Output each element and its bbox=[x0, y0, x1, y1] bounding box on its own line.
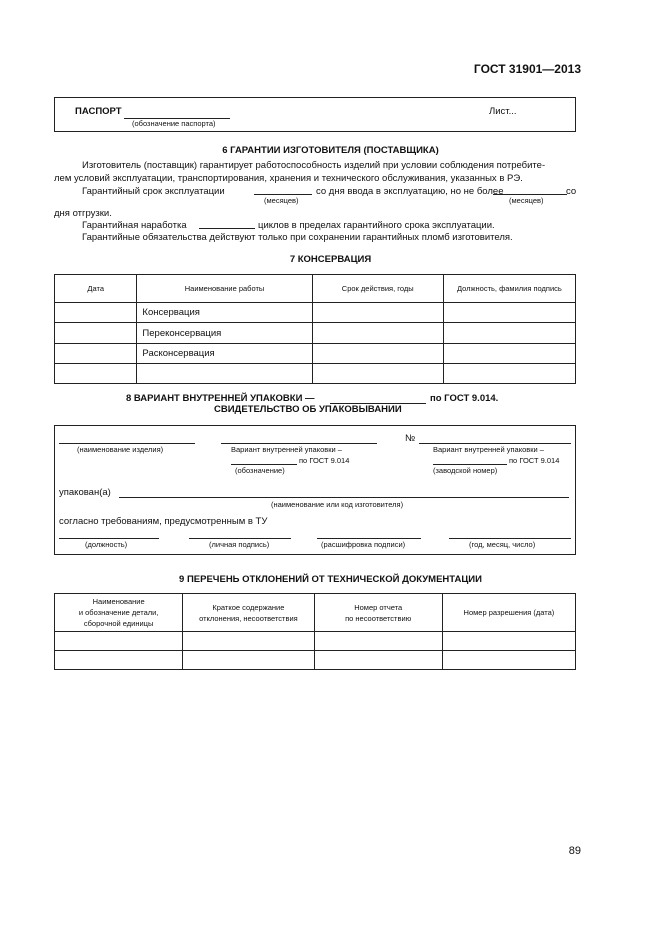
variant-blank-2 bbox=[433, 464, 507, 465]
table-cell bbox=[312, 323, 443, 344]
s6-para3-a: Гарантийная наработка bbox=[82, 220, 187, 231]
s6-para2-c: со bbox=[566, 186, 577, 197]
conservation-table bbox=[54, 274, 576, 384]
table-cell bbox=[312, 364, 443, 384]
col-position: Должность, фамилия подпись bbox=[443, 275, 575, 303]
section-8-title-a: 8 ВАРИАНТ ВНУТРЕННЕЙ УПАКОВКИ — bbox=[126, 393, 315, 404]
passport-label: ПАСПОРТ bbox=[75, 106, 122, 117]
header-line: Краткое содержание bbox=[212, 602, 285, 612]
passport-caption: (обозначение паспорта) bbox=[132, 119, 216, 128]
gost-text-2: по ГОСТ 9.014 bbox=[509, 456, 560, 465]
s6-para4: Гарантийные обязательства действуют только при сохранении гарантийных пломб изготовителя. bbox=[82, 232, 513, 243]
header-line: по несоответствию bbox=[345, 613, 412, 623]
table-cell bbox=[312, 344, 443, 364]
table-cell bbox=[443, 344, 575, 364]
col-deviation bbox=[183, 594, 314, 632]
table-cell bbox=[314, 632, 442, 651]
table-cell bbox=[442, 632, 575, 651]
max-months-field bbox=[493, 194, 567, 195]
deviations-table bbox=[54, 593, 576, 670]
col-term: Срок действия, годы bbox=[312, 275, 443, 303]
variant-text-2: Вариант внутренней упаковки – bbox=[433, 445, 544, 454]
table-cell bbox=[443, 303, 575, 323]
table-cell bbox=[55, 632, 183, 651]
s6-para2-b: со дня ввода в эксплуатацию, но не более bbox=[316, 186, 504, 197]
col-part-name bbox=[55, 594, 183, 632]
decode-caption: (расшифровка подписи) bbox=[321, 540, 406, 549]
table-cell bbox=[314, 651, 442, 670]
table-cell bbox=[55, 364, 137, 384]
s6-para1-a: Изготовитель (поставщик) гарантирует работоспособность изделий при условии соблюдения потребите- bbox=[82, 160, 546, 171]
header-line: отклонения, несоответствия bbox=[199, 613, 298, 623]
s6-para3-b: циклов в пределах гарантийного срока эксплуатации. bbox=[258, 220, 495, 231]
col-report-number bbox=[314, 594, 442, 632]
table-cell bbox=[183, 632, 314, 651]
section-6-title: 6 ГАРАНТИИ ИЗГОТОВИТЕЛЯ (ПОСТАВЩИКА) bbox=[222, 145, 439, 156]
signature-line bbox=[189, 538, 291, 539]
table-cell bbox=[183, 651, 314, 670]
months-caption-2: (месяцев) bbox=[509, 196, 544, 205]
section-7-title: 7 КОНСЕРВАЦИЯ bbox=[289, 254, 372, 265]
col-date: Дата bbox=[55, 275, 137, 303]
item-name-caption: (наименование изделия) bbox=[77, 445, 164, 454]
item-name-line bbox=[59, 443, 195, 444]
table-row bbox=[137, 364, 312, 384]
table-row: Консервация bbox=[137, 303, 312, 323]
col-permit-number bbox=[442, 594, 575, 632]
header-line: Наименование bbox=[92, 597, 145, 606]
s6-para1-b: лем условий эксплуатации, транспортирования, хранения и технического обслуживания, указанных в РЭ. bbox=[54, 173, 523, 184]
designation-line bbox=[221, 443, 377, 444]
packed-label: упакован(а) bbox=[59, 487, 111, 498]
header-line: и обозначение детали, bbox=[78, 608, 159, 617]
variant-text-1: Вариант внутренней упаковки – bbox=[231, 445, 342, 454]
table-row: Расконсервация bbox=[137, 344, 312, 364]
position-caption: (должность) bbox=[85, 540, 128, 549]
table-cell bbox=[312, 303, 443, 323]
table-cell bbox=[55, 323, 137, 344]
position-line bbox=[59, 538, 159, 539]
maker-line bbox=[119, 497, 569, 498]
months-caption-1: (месяцев) bbox=[264, 196, 299, 205]
s6-para2-d: дня отгрузки. bbox=[54, 208, 112, 219]
table-cell bbox=[55, 651, 183, 670]
variant-blank-1 bbox=[231, 464, 297, 465]
passport-box bbox=[54, 97, 576, 132]
col-work: Наименование работы bbox=[137, 275, 312, 303]
header-line: сборочной единицы bbox=[83, 619, 154, 628]
gost-text-1: по ГОСТ 9.014 bbox=[299, 456, 350, 465]
table-cell bbox=[55, 303, 137, 323]
decode-line bbox=[317, 538, 421, 539]
header-line: Номер разрешения (дата) bbox=[463, 608, 555, 617]
cycles-field bbox=[199, 228, 255, 229]
table-cell bbox=[443, 364, 575, 384]
serial-caption: (заводской номер) bbox=[433, 466, 498, 475]
table-cell bbox=[443, 323, 575, 344]
s6-para2-a: Гарантийный срок эксплуатации bbox=[82, 186, 225, 197]
page-number: 89 bbox=[568, 845, 581, 857]
section-8-title-b: по ГОСТ 9.014. bbox=[430, 393, 499, 404]
serial-line bbox=[419, 443, 571, 444]
sheet-label: Лист... bbox=[489, 106, 517, 117]
header-line: Номер отчета bbox=[354, 602, 403, 612]
packing-certificate-box bbox=[54, 425, 576, 555]
document-code: ГОСТ 31901—2013 bbox=[473, 62, 581, 76]
according-label: согласно требованиям, предусмотренным в ТУ bbox=[59, 516, 268, 527]
date-line bbox=[449, 538, 571, 539]
table-row: Переконсервация bbox=[137, 323, 312, 344]
table-cell bbox=[55, 344, 137, 364]
maker-caption: (наименование или код изготовителя) bbox=[271, 500, 404, 509]
section-8-title-c: СВИДЕТЕЛЬСТВО ОБ УПАКОВЫВАНИИ bbox=[214, 404, 402, 415]
date-caption: (год, месяц, число) bbox=[469, 540, 536, 549]
designation-caption: (обозначение) bbox=[235, 466, 285, 475]
section-9-title: 9 ПЕРЕЧЕНЬ ОТКЛОНЕНИЙ ОТ ТЕХНИЧЕСКОЙ ДОКУМЕНТАЦИИ bbox=[179, 574, 482, 585]
table-cell bbox=[442, 651, 575, 670]
number-sign: № bbox=[405, 433, 416, 444]
signature-caption: (личная подпись) bbox=[209, 540, 270, 549]
warranty-months-field bbox=[254, 194, 312, 195]
